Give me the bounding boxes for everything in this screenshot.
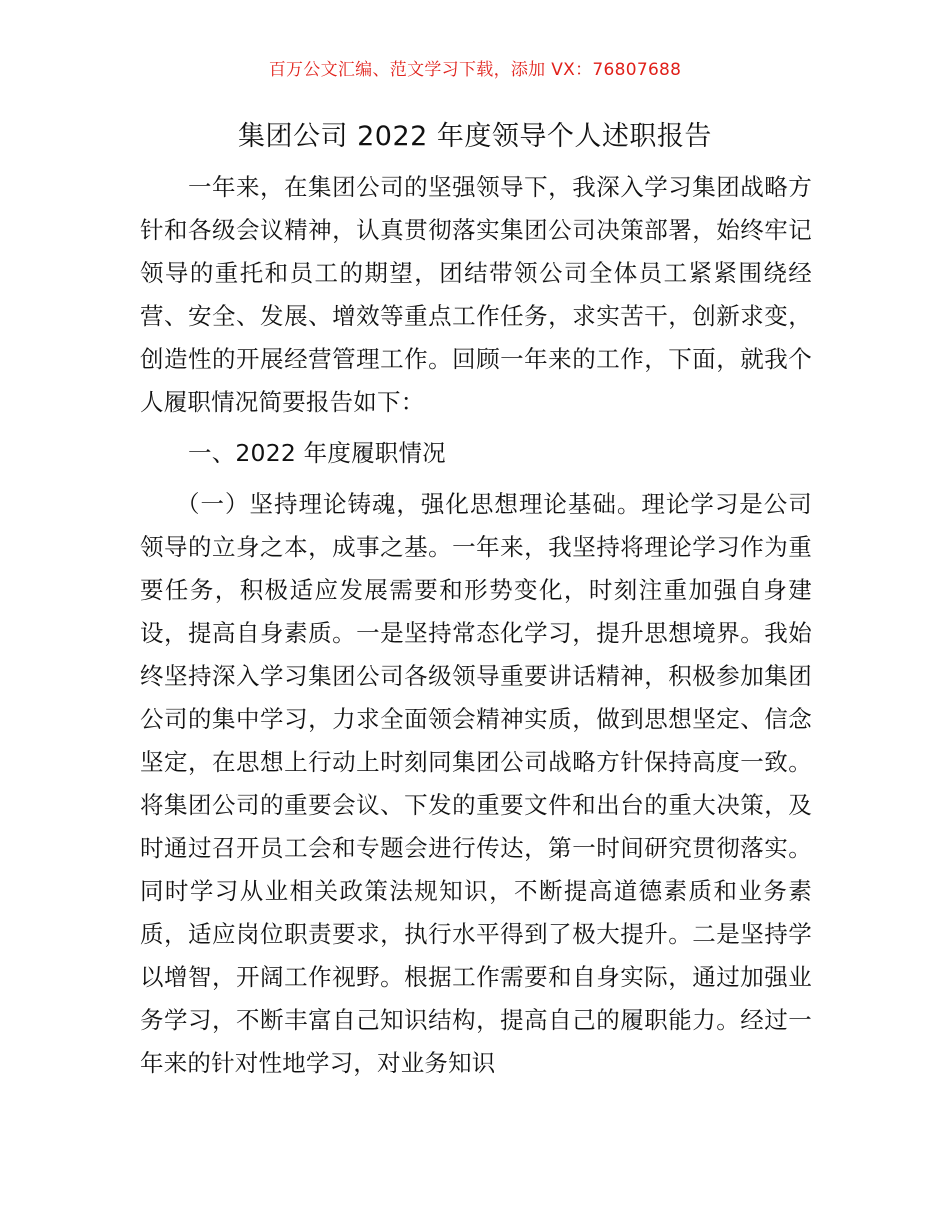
section-heading: 一、2022 年度履职情况 (188, 439, 446, 467)
watermark-header: 百万公文汇编、范文学习下载，添加 VX：76807688 (268, 60, 682, 80)
document-body (140, 166, 812, 1085)
document-title: 集团公司 2022 年度领导个人述职报告 (238, 121, 712, 152)
subsection-paragraph: （一）坚持理论铸魂，强化思想理论基础。理论学习是公司领导的立身之本，成事之基。一年来，我坚持将理论学习作为重要任务，积极适应发展需要和形势变化，时刻注重加强自身建设，提高自身素质。一是坚持常态化学习，提升思想境界。我始终坚持深入学习集团公司各级领导重要讲话精神，积极参加集团公司的集中学习，力求全面领会精神实质，做到思想坚定、信念坚定，在思想上行动上时刻同集团公司战略方针保持高度一致。将集团公司的重要会议、下发的重要文件和出台的重大决策，及时通过召开员工会和专题会进行传达，第一时间研究贯彻落实。同时学习从业相关政策法规知识，不断提高道德素质和业务素质，适应岗位职责要求，执行水平得到了极大提升。二是坚持学以增智，开阔工作视野。根据工作需要和自身实际，通过加强业务学习，不断丰富自己知识结构，提高自己的履职能力。经过一年来的针对性地学习，对业务知识 (140, 490, 812, 1077)
intro-paragraph: 一年来，在集团公司的坚强领导下，我深入学习集团战略方针和各级会议精神，认真贯彻落实集团公司决策部署，始终牢记领导的重托和员工的期望，团结带领公司全体员工紧紧围绕经营、安全、发展、增效等重点工作任务，求实苦干，创新求变，创造性的开展经营管理工作。回顾一年来的工作，下面，就我个人履职情况简要报告如下： (140, 173, 812, 416)
